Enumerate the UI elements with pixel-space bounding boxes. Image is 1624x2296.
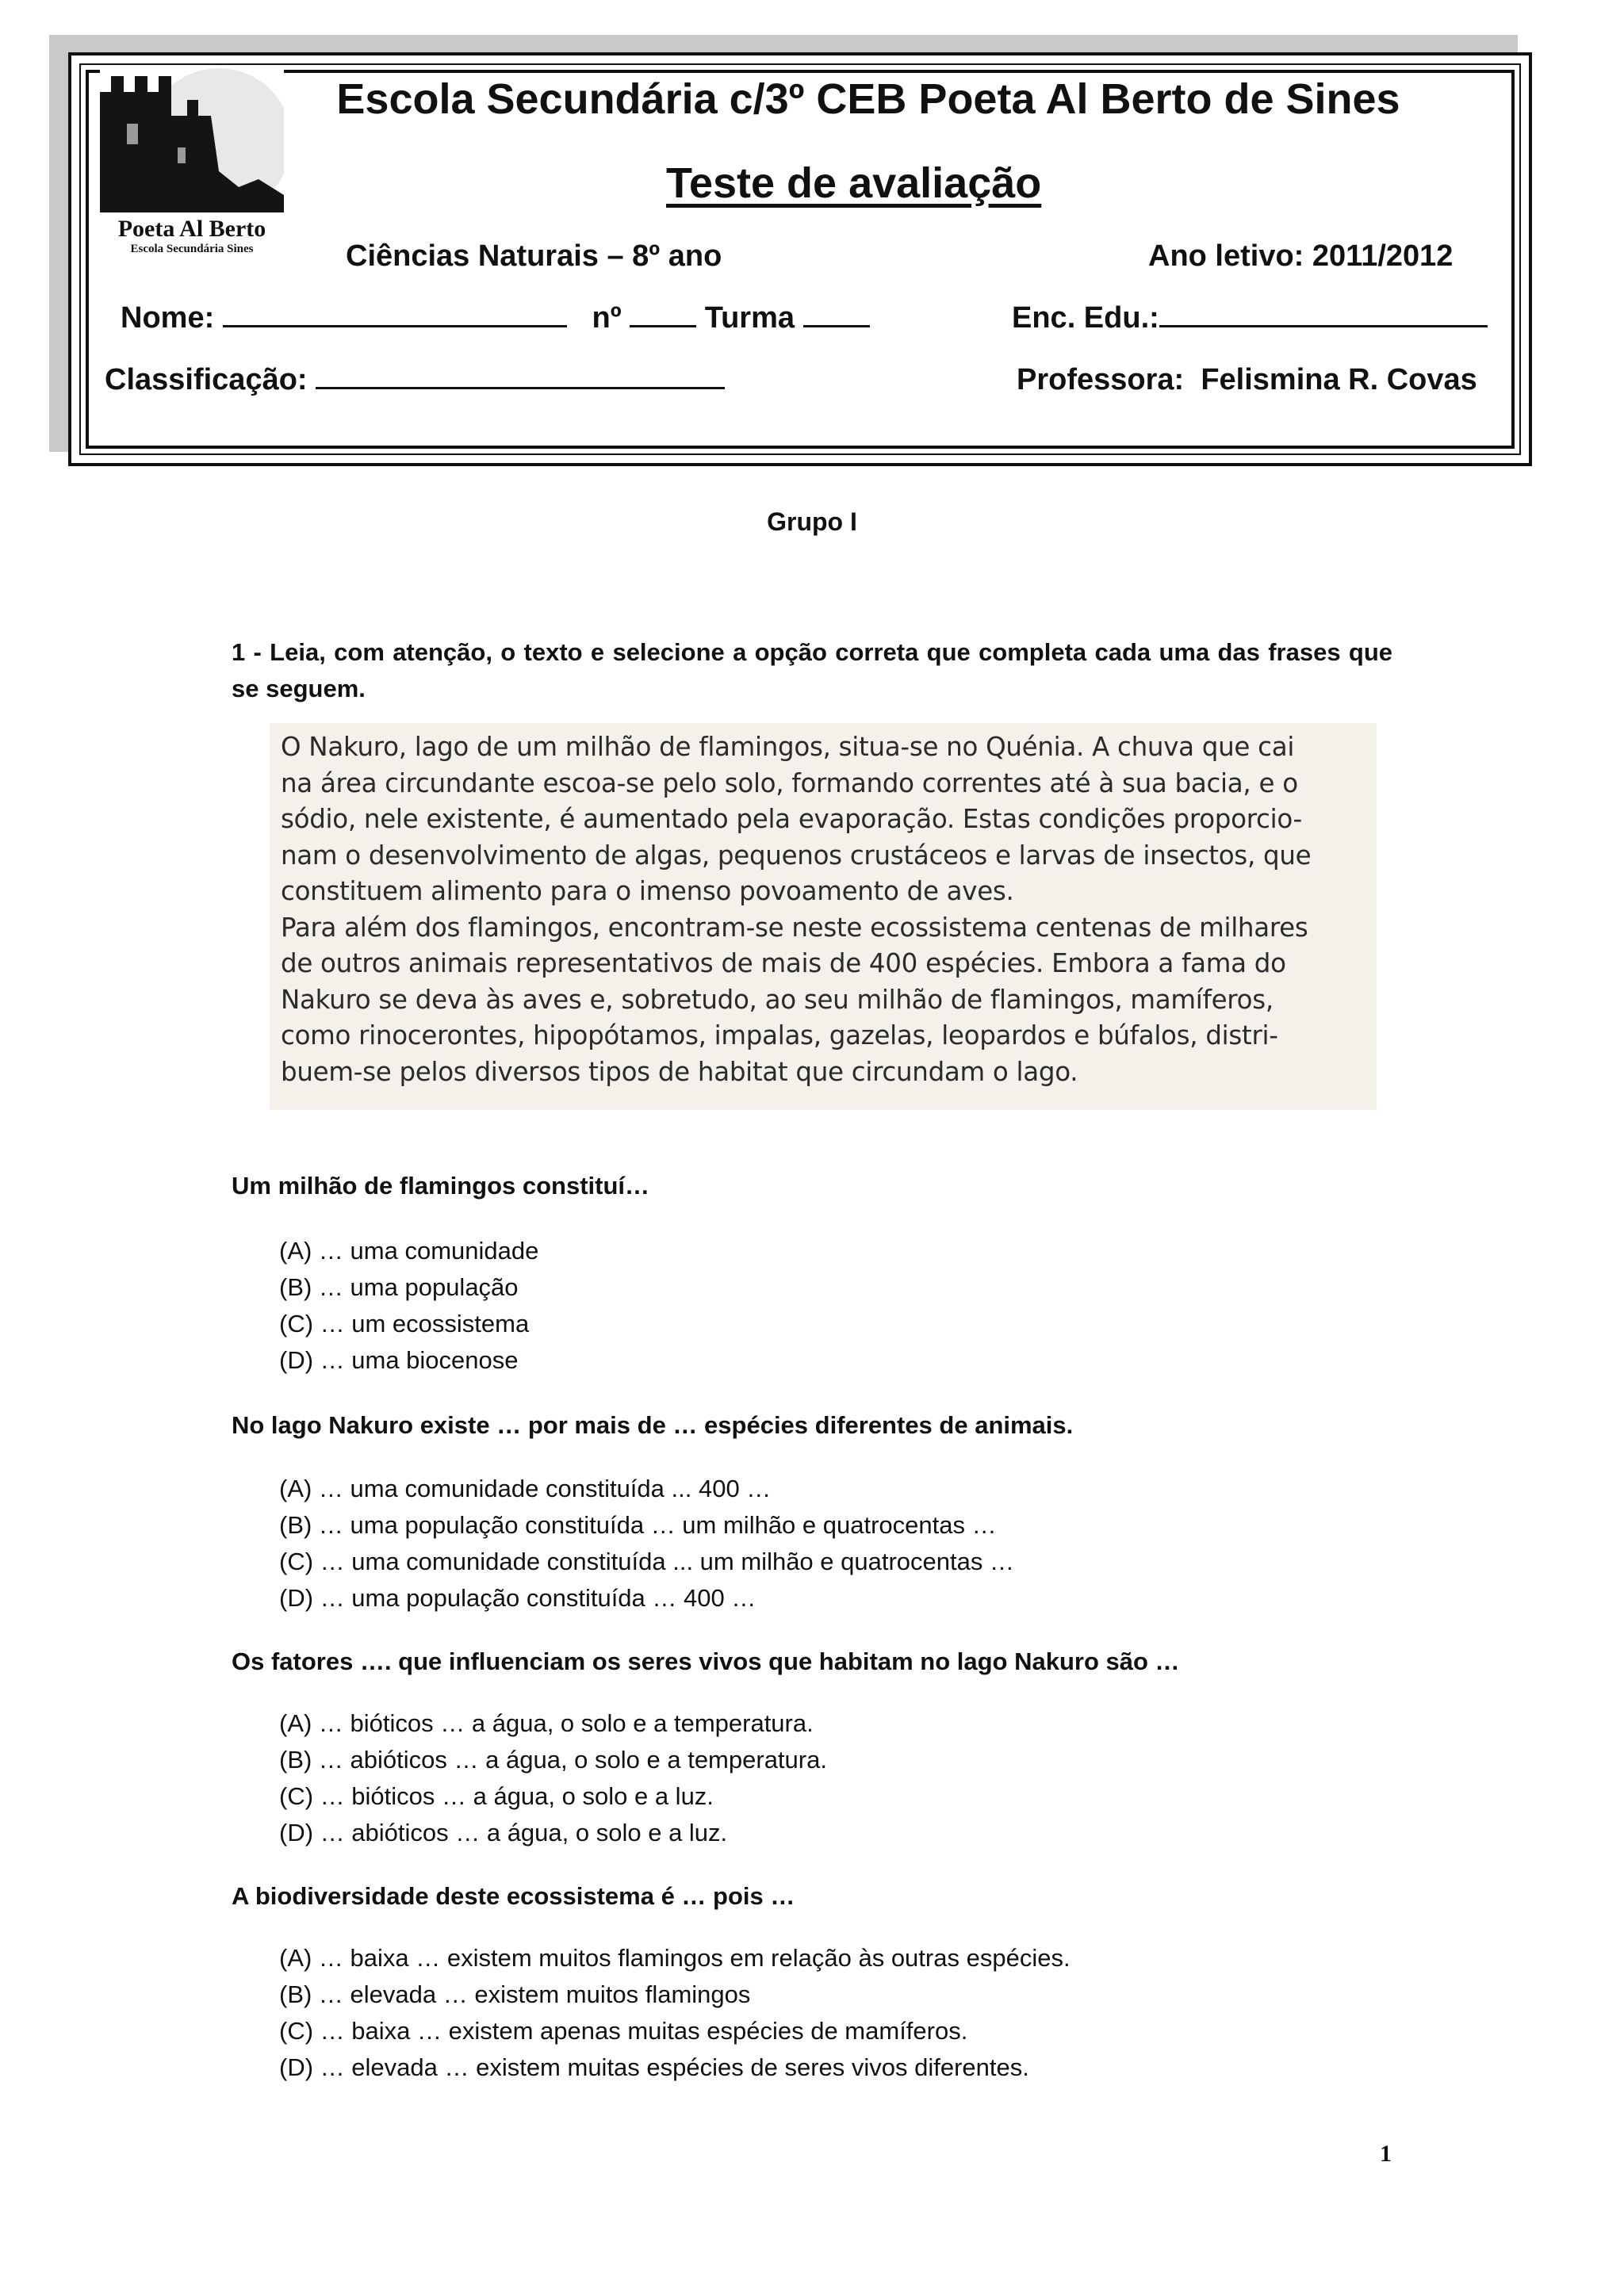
- option-3a[interactable]: (A) … bióticos … a água, o solo e a temperatura.: [279, 1709, 814, 1737]
- test-title: Teste de avaliação: [666, 159, 1042, 207]
- class-field[interactable]: [803, 301, 870, 327]
- option-2b[interactable]: (B) … uma população constituída … um milhão e quatrocentas …: [279, 1511, 997, 1539]
- school-year: [1148, 239, 1453, 274]
- option-1d[interactable]: (D) … uma biocenose: [279, 1346, 519, 1374]
- option-2c[interactable]: (C) … uma comunidade constituída ... um milhão e quatrocentas …: [279, 1548, 1014, 1575]
- year-label: Ano letivo:: [1148, 239, 1304, 273]
- option-3d[interactable]: (D) … abióticos … a água, o solo e a luz.: [279, 1819, 728, 1846]
- number-label: nº: [592, 301, 622, 335]
- option-2a[interactable]: (A) … uma comunidade constituída ... 400 …: [279, 1475, 772, 1502]
- option-4c[interactable]: (C) … baixa … existem apenas muitas espécies de mamíferos.: [279, 2017, 968, 2045]
- guardian-label: Enc. Edu.:: [1012, 301, 1159, 335]
- number-field[interactable]: [630, 301, 696, 327]
- page-number: 1: [1380, 2141, 1392, 2167]
- passage-line: de outros animais representativos de mais de 400 espécies. Embora a fama do: [281, 948, 1286, 978]
- option-4b[interactable]: (B) … elevada … existem muitos flamingos: [279, 1980, 751, 2008]
- option-4d[interactable]: (D) … elevada … existem muitas espécies de seres vivos diferentes.: [279, 2053, 1029, 2081]
- teacher-label: Professora:: [1017, 363, 1185, 396]
- option-3c[interactable]: (C) … bióticos … a água, o solo e a luz.: [279, 1782, 714, 1810]
- subject-label: Ciências Naturais – 8º ano: [346, 239, 722, 273]
- passage-line: sódio, nele existente, é aumentado pela evaporação. Estas condições proporcio-: [281, 804, 1302, 834]
- school-name: Escola Secundária c/3º CEB Poeta Al Berto de Sines: [336, 75, 1400, 123]
- option-1b[interactable]: (B) … uma população: [279, 1273, 519, 1301]
- question-stem-3: Os fatores …. que influenciam os seres vivos que habitam no lago Nakuro são …: [232, 1647, 1180, 1675]
- grade-label: Classificação:: [105, 363, 308, 396]
- logo-subtext: Escola Secundária Sines: [130, 243, 254, 255]
- teacher-name: Felismina R. Covas: [1201, 363, 1477, 396]
- passage-line: nam o desenvolvimento de algas, pequenos crustáceos e larvas de insectos, que: [281, 840, 1312, 871]
- guardian-field[interactable]: [1159, 301, 1488, 327]
- question-intro: 1 - Leia, com atenção, o texto e selecione a opção correta que completa cada uma das frases que se seguem.: [232, 638, 1392, 702]
- question-stem-1: Um milhão de flamingos constituí…: [232, 1172, 650, 1200]
- reading-passage: [270, 723, 1377, 1110]
- name-field[interactable]: [223, 301, 567, 327]
- question-stem-4: A biodiversidade deste ecossistema é … pois …: [232, 1882, 795, 1910]
- name-label: Nome:: [121, 301, 215, 335]
- logo-text: Poeta Al Berto: [117, 216, 266, 242]
- question-stem-2: No lago Nakuro existe … por mais de … espécies diferentes de animais.: [232, 1411, 1074, 1439]
- class-label: Turma: [704, 301, 795, 335]
- year-value: 2011/2012: [1312, 239, 1454, 273]
- passage-line: Nakuro se deva às aves e, sobretudo, ao seu milhão de flamingos, mamíferos,: [281, 984, 1274, 1015]
- option-3b[interactable]: (B) … abióticos … a água, o solo e a temperatura.: [279, 1746, 827, 1774]
- passage-line: O Nakuro, lago de um milhão de flamingos, situa-se no Quénia. A chuva que cai: [281, 732, 1295, 762]
- grade-row: [105, 363, 725, 397]
- option-1a[interactable]: (A) … uma comunidade: [279, 1237, 539, 1265]
- passage-line: constituem alimento para o imenso povoamento de aves.: [281, 876, 1014, 906]
- group-title: Grupo I: [767, 507, 857, 536]
- passage-line: buem-se pelos diversos tipos de habitat que circundam o lago.: [281, 1056, 1078, 1087]
- passage-line: na área circundante escoa-se pelo solo, formando correntes até à sua bacia, e o: [281, 767, 1298, 798]
- passage-line: Para além dos flamingos, encontram-se neste ecossistema centenas de milhares: [281, 912, 1308, 943]
- option-1c[interactable]: (C) … um ecossistema: [279, 1310, 530, 1337]
- option-4a[interactable]: (A) … baixa … existem muitos flamingos em relação às outras espécies.: [279, 1944, 1071, 1972]
- passage-line: como rinocerontes, hipopótamos, impalas, gazelas, leopardos e búfalos, distri-: [281, 1020, 1278, 1050]
- grade-field[interactable]: [316, 363, 725, 389]
- student-info-row: [121, 301, 870, 335]
- teacher-row: [1017, 363, 1477, 397]
- option-2d[interactable]: (D) … uma população constituída … 400 …: [279, 1584, 756, 1612]
- guardian-row: [1012, 301, 1488, 335]
